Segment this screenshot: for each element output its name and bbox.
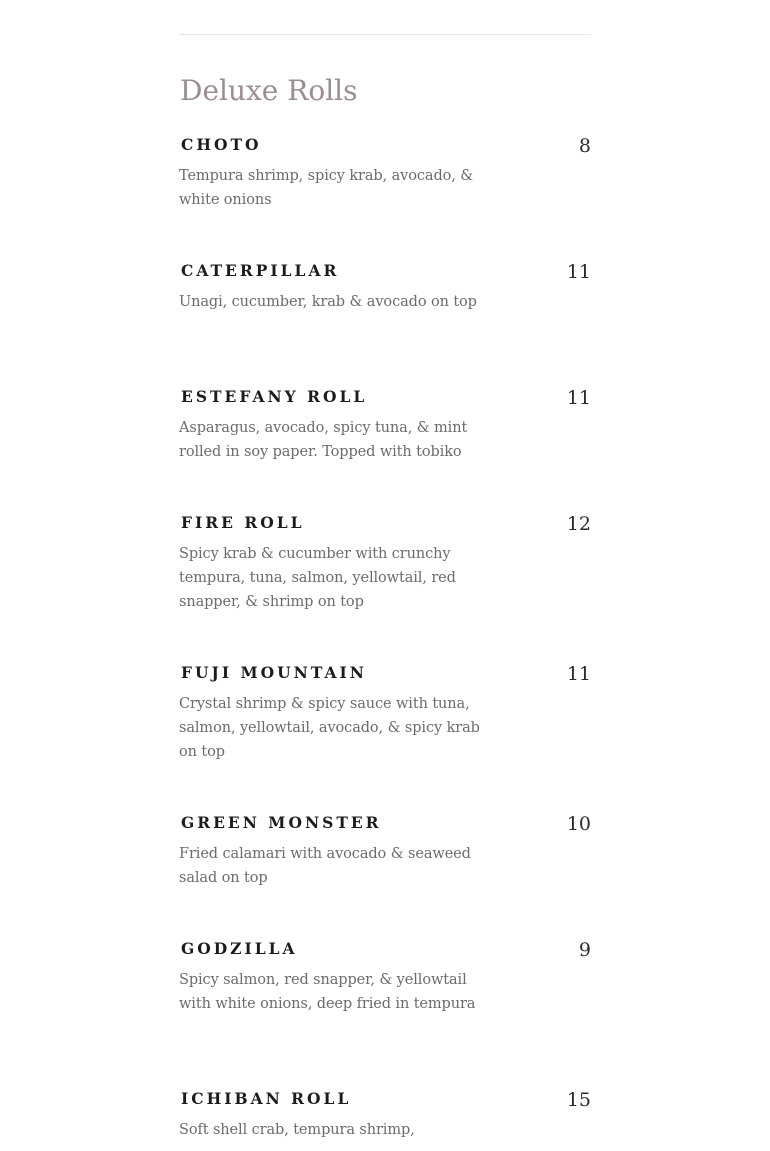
item-description: Soft shell crab, tempura shrimp,	[179, 1122, 415, 1138]
item-price: 12	[566, 513, 591, 535]
item-price: 11	[566, 387, 591, 409]
section-divider	[179, 34, 591, 35]
item-price: 9	[578, 939, 591, 961]
item-description: Fried calamari with avocado & seaweed salad on top	[179, 846, 471, 886]
item-price: 11	[566, 663, 591, 685]
item-description: Tempura shrimp, spicy krab, avocado, & white onions	[179, 168, 474, 208]
item-name: CHOTO	[181, 135, 262, 154]
item-price: 8	[578, 135, 591, 157]
item-price: 15	[566, 1089, 591, 1111]
item-name: CATERPILLAR	[181, 261, 340, 280]
item-price: 10	[566, 813, 591, 835]
item-name: GREEN MONSTER	[181, 813, 382, 832]
item-price: 11	[566, 261, 591, 283]
item-description: Asparagus, avocado, spicy tuna, & mint rolled in soy paper. Topped with tobiko	[179, 420, 468, 460]
item-name: FUJI MOUNTAIN	[181, 663, 367, 682]
item-name: ESTEFANY ROLL	[181, 387, 368, 406]
item-description: Spicy salmon, red snapper, & yellowtail with white onions, deep fried in tempura	[179, 972, 476, 1012]
item-description: Unagi, cucumber, krab & avocado on top	[179, 294, 477, 310]
section-title: Deluxe Rolls	[180, 74, 358, 107]
item-name: ICHIBAN ROLL	[181, 1089, 352, 1108]
item-name: GODZILLA	[181, 939, 298, 958]
item-name: FIRE ROLL	[181, 513, 305, 532]
item-description: Crystal shrimp & spicy sauce with tuna, salmon, yellowtail, avocado, & spicy krab on top	[179, 696, 480, 760]
item-description: Spicy krab & cucumber with crunchy tempura, tuna, salmon, yellowtail, red snapper, & shrimp on top	[179, 546, 456, 610]
